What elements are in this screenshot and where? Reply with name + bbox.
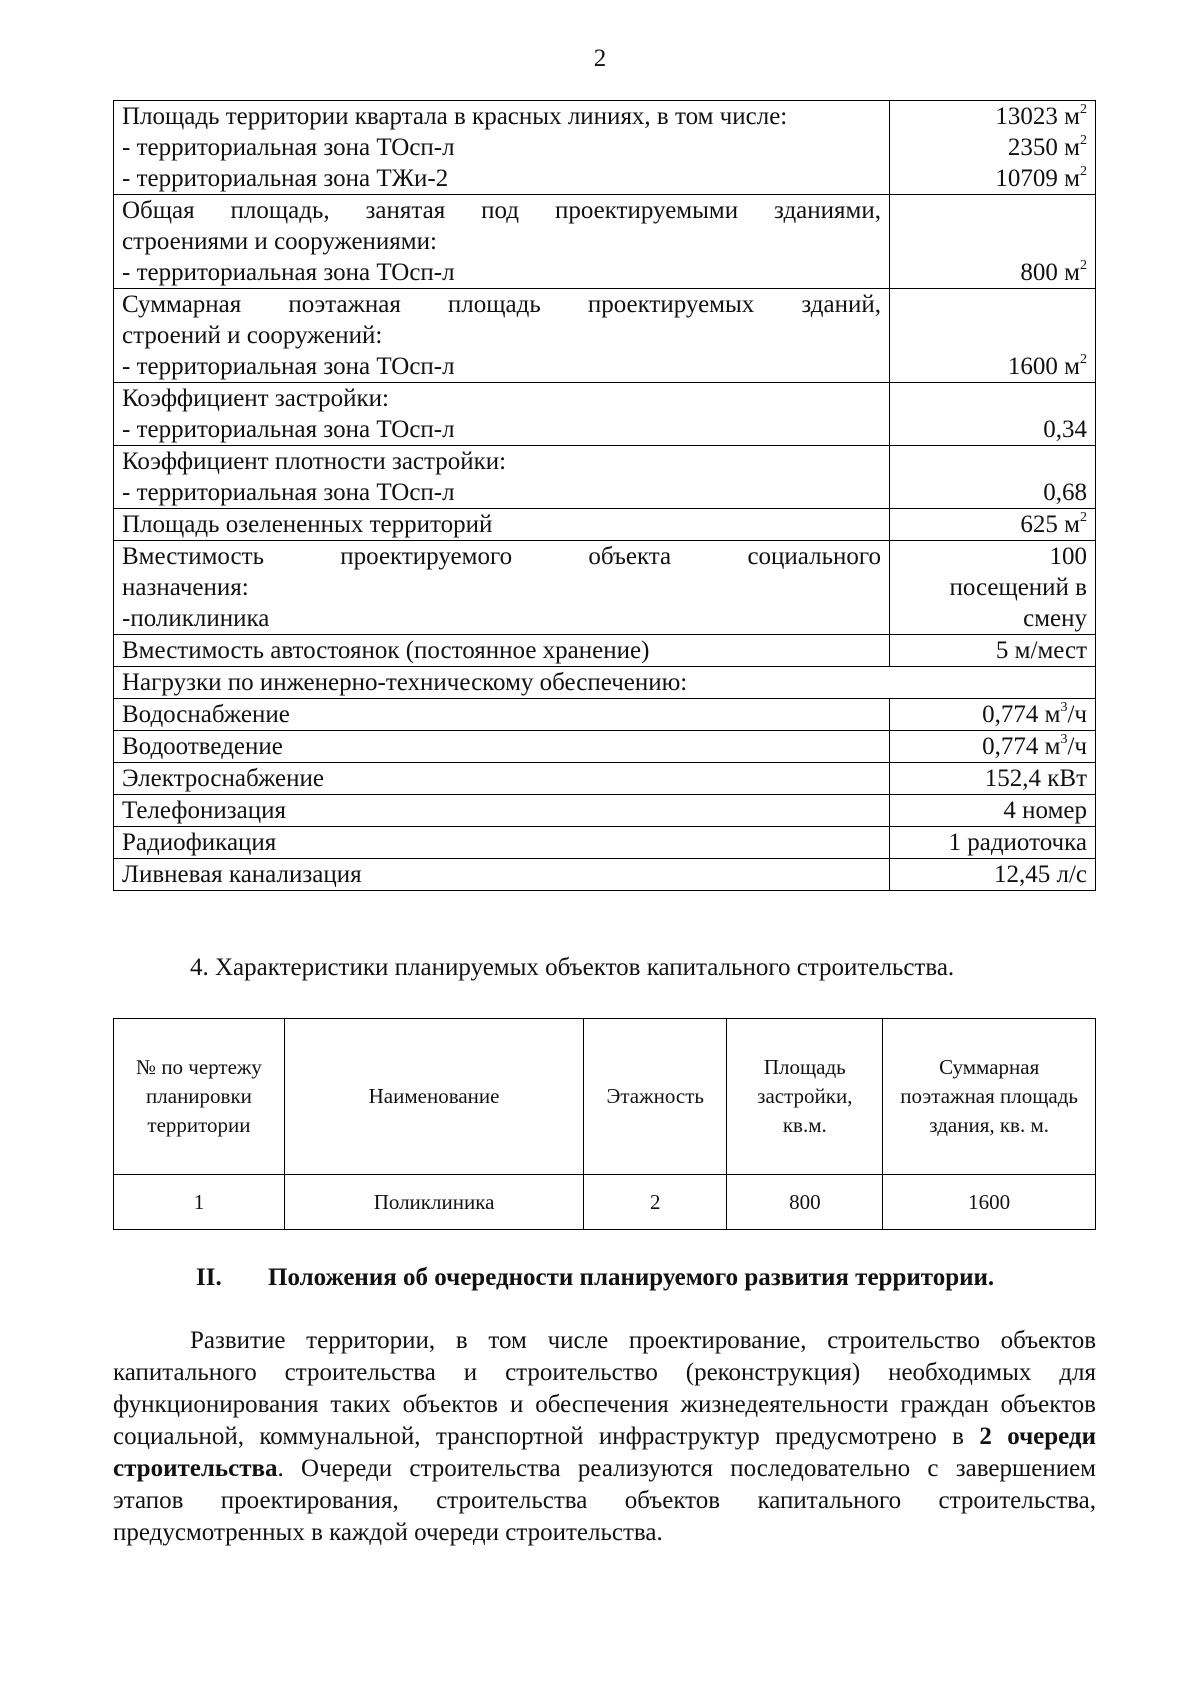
parameter-label-line: - территориальная зона ТОсп-л: [122, 259, 455, 286]
parameter-label-line: Площадь территории квартала в красных линиях, в том числе:: [122, 103, 788, 130]
col-header-total-floor-area: Суммарная поэтажная площадь здания, кв. м.: [883, 1019, 1096, 1175]
parameter-label-line: Коэффициент застройки:: [122, 385, 390, 412]
parameter-label-line: строениями и сооружениями:: [122, 228, 437, 255]
engineering-value: 0,774 м: [982, 733, 1061, 760]
cell-drawing-number: 1: [114, 1175, 285, 1230]
parameter-label-cell: [114, 635, 890, 667]
unit-superscript: 2: [1080, 132, 1087, 148]
parameter-value-cell: [890, 101, 1096, 195]
parameter-value: 0,34: [1043, 416, 1087, 443]
engineering-value: 12,45 л/с: [993, 861, 1087, 888]
engineering-header: Нагрузки по инженерно-техническому обеспечению:: [114, 667, 1096, 699]
engineering-row: [114, 763, 1096, 795]
cell-total-floor-area: 1600: [883, 1175, 1096, 1230]
parameter-label-cell: [114, 383, 890, 446]
parameter-value-line: [898, 101, 1087, 132]
parameter-label-line: -поликлиника: [122, 605, 270, 632]
parameter-value-cell: [890, 509, 1096, 541]
parameter-label-line: Вместимость автостоянок (постоянное хранение): [122, 637, 650, 664]
paragraph-text-2: . Очереди строительства реализуются последовательно с завершением этапов проектирования, строительства объектов капитального строительства, предусмотренных в каждой очереди строительства.: [113, 1455, 1096, 1546]
engineering-row: [114, 795, 1096, 827]
parameter-label-cell: [114, 289, 890, 383]
parameter-value-line: [898, 132, 1087, 163]
engineering-row: [114, 699, 1096, 731]
parameter-value-line: [898, 509, 1087, 540]
unit-superscript: 2: [1080, 509, 1087, 525]
parameter-row: [114, 509, 1096, 541]
engineering-header-row: [114, 667, 1096, 699]
unit-superscript: 2: [1080, 351, 1087, 367]
body-paragraph: [113, 1325, 1096, 1549]
parameter-label-line: Общая площадь, занятая под проектируемыми зданиями,: [122, 197, 881, 224]
engineering-row: [114, 859, 1096, 891]
objects-table: [113, 1018, 1096, 1230]
parameter-value-line: [898, 572, 1087, 603]
parameter-value-cell: [890, 289, 1096, 383]
parameter-value-cell: [890, 446, 1096, 509]
page-number: 2: [593, 45, 607, 72]
parameter-value-line: [898, 541, 1087, 572]
engineering-label: Ливневая канализация: [114, 859, 890, 891]
parameter-value-line: [898, 603, 1087, 634]
parameter-label-line: Суммарная поэтажная площадь проектируемых зданий,: [122, 291, 881, 318]
parameter-value-line: [898, 351, 1087, 382]
paragraph-text-1: Развитие территории, в том числе проектирование, строительство объектов капитального строительства и строительство (реконструкция) необходимых для функционирования таких объектов и обеспечения жизнедеятельности граждан объектов социальной, коммунальной, транспортной инфраструктур предусмотрено в: [113, 1327, 1096, 1450]
parameter-value-line: [898, 257, 1087, 288]
engineering-label: Радиофикация: [114, 827, 890, 859]
parameter-label-cell: [114, 541, 890, 635]
parameter-value: 10709 м: [995, 165, 1080, 192]
parameter-label-line: - территориальная зона ТОсп-л: [122, 353, 455, 380]
engineering-value-cell: [890, 731, 1096, 763]
parameter-value-line: [898, 414, 1087, 445]
col-header-drawing-number: № по чертежу планировки территории: [114, 1019, 285, 1175]
parameter-row: [114, 635, 1096, 667]
parameter-label-cell: [114, 509, 890, 541]
unit-superscript: 2: [1080, 163, 1087, 179]
engineering-label: Водоотведение: [114, 731, 890, 763]
parameter-value: 100: [1049, 543, 1087, 570]
table-row: [114, 1175, 1096, 1230]
engineering-label: Водоснабжение: [114, 699, 890, 731]
parameter-value: 800 м: [1020, 259, 1080, 286]
unit-superscript: 2: [1080, 257, 1087, 273]
engineering-value-cell: [890, 859, 1096, 891]
parameter-label-cell: [114, 446, 890, 509]
parameter-row: [114, 446, 1096, 509]
parameter-value-line: [898, 163, 1087, 194]
parameter-value: 2350 м: [1007, 134, 1080, 161]
parameter-row: [114, 101, 1096, 195]
parameter-label-line: назначения:: [122, 574, 249, 601]
parameters-table: [113, 100, 1096, 891]
parameter-row: [114, 383, 1096, 446]
parameter-value-line: [898, 477, 1087, 508]
engineering-value: 4 номер: [1003, 797, 1087, 824]
parameter-row: [114, 289, 1096, 383]
parameter-label-line: - территориальная зона ТОсп-л: [122, 134, 455, 161]
engineering-value-cell: [890, 795, 1096, 827]
section-ii-number: II.: [196, 1264, 222, 1291]
parameter-label-line: Вместимость проектируемого объекта социального: [122, 543, 881, 570]
parameter-label-line: строений и сооружений:: [122, 322, 383, 349]
parameter-value: посещений в: [949, 574, 1087, 601]
unit-tail: /ч: [1067, 701, 1087, 728]
parameter-value-line: [898, 635, 1087, 666]
engineering-label: Телефонизация: [114, 795, 890, 827]
unit-superscript: 2: [1080, 101, 1087, 117]
col-header-built-area: Площадь застройки, кв.м.: [727, 1019, 883, 1175]
engineering-value-cell: [890, 763, 1096, 795]
engineering-row: [114, 731, 1096, 763]
unit-tail: /ч: [1067, 733, 1087, 760]
paragraph-bold-text: 2 очереди строительства: [113, 1423, 1096, 1482]
parameter-label-line: Коэффициент плотности застройки:: [122, 448, 507, 475]
engineering-value: 1 радиоточка: [948, 829, 1087, 856]
section-4-title: 4. Характеристики планируемых объектов капитального строительства.: [190, 954, 955, 981]
engineering-label: Электроснабжение: [114, 763, 890, 795]
section-ii-title: Положения об очередности планируемого развития территории.: [268, 1264, 995, 1291]
parameter-row: [114, 195, 1096, 289]
parameter-value: 13023 м: [995, 103, 1080, 130]
parameter-value: 1600 м: [1007, 353, 1080, 380]
cell-built-area: 800: [727, 1175, 883, 1230]
parameter-value: 0,68: [1043, 479, 1087, 506]
unit-superscript: 3: [1060, 731, 1068, 747]
parameter-value-cell: [890, 195, 1096, 289]
engineering-value: 0,774 м: [982, 701, 1061, 728]
parameter-label-cell: [114, 195, 890, 289]
parameter-value-cell: [890, 383, 1096, 446]
parameter-label-line: - территориальная зона ТОсп-л: [122, 416, 455, 443]
parameter-label-line: Площадь озелененных территорий: [122, 511, 493, 538]
cell-name: Поликлиника: [284, 1175, 583, 1230]
parameter-label-line: - территориальная зона ТОсп-л: [122, 479, 455, 506]
parameter-value: 625 м: [1020, 511, 1080, 538]
engineering-row: [114, 827, 1096, 859]
col-header-floors: Этажность: [584, 1019, 727, 1175]
parameter-value: 5 м/мест: [995, 637, 1087, 664]
parameter-value: смену: [1023, 605, 1087, 632]
parameter-row: [114, 541, 1096, 635]
objects-table-header-row: [114, 1019, 1096, 1175]
parameter-value-cell: [890, 541, 1096, 635]
engineering-value: 152,4 кВт: [984, 765, 1087, 792]
unit-superscript: 3: [1060, 699, 1068, 715]
parameter-label-cell: [114, 101, 890, 195]
col-header-name: Наименование: [284, 1019, 583, 1175]
parameter-label-line: - территориальная зона ТЖи-2: [122, 165, 449, 192]
engineering-value-cell: [890, 827, 1096, 859]
cell-floors: 2: [584, 1175, 727, 1230]
engineering-value-cell: [890, 699, 1096, 731]
parameter-value-cell: [890, 635, 1096, 667]
